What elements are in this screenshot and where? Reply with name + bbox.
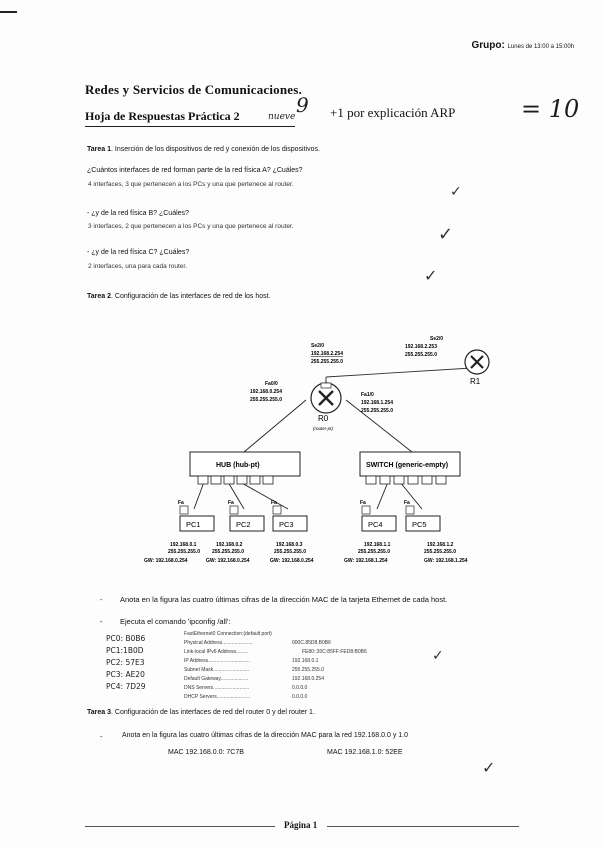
pc-4-ip: 192.168.1.1	[364, 542, 391, 548]
router-mac-net0: MAC 192.168.0.0: 7C7B	[168, 749, 244, 756]
cable-pc4	[377, 482, 388, 509]
task1-title: Tarea 1. Inserción de los dispositivos de red y conexión de los dispositivos.	[87, 146, 320, 153]
router-r1	[465, 350, 489, 374]
ipconfig-value: 255.255.255.0	[292, 667, 324, 673]
check-mark-icon: ✓	[432, 648, 444, 664]
group-header: Grupo: Lunes de 13:00 a 15:00h	[471, 40, 574, 51]
pc-3-mask: 255.255.255.0	[274, 549, 306, 555]
pc-2-ip: 192.168.0.2	[216, 542, 243, 548]
ipconfig-label: Physical Address......................	[184, 640, 253, 646]
task1-answer-b: 3 interfaces, 2 que pertenecen a los PCs y una que pertenece al router.	[88, 223, 294, 230]
pc-5-fa: Fa	[404, 500, 410, 506]
pc-2-fa: Fa	[228, 500, 234, 506]
serial-link	[326, 368, 472, 377]
bullet-dash: -	[100, 595, 103, 604]
r0-fa1-mask: 255.255.255.0	[361, 408, 393, 414]
task3-instruction: Anota en la figura las cuatro últimas cifras de la dirección MAC para la red 192.168.0.0 y 1.0	[122, 732, 408, 739]
ipconfig-label: IP Address..............................	[184, 658, 250, 664]
pc-2-gw: GW: 192.168.0.254	[206, 558, 250, 564]
pc-2-mask: 255.255.255.0	[212, 549, 244, 555]
bullet-ipconfig-instruction: Ejecuta el comando 'ipconfig /all':	[120, 617, 231, 626]
footer-rule-right	[327, 826, 519, 827]
task1-question-b: - ¿y de la red física B? ¿Cuáles?	[87, 210, 189, 217]
ipconfig-value: FE80::20C:85FF:FED8:B0B6	[302, 649, 367, 655]
router-r0-model: (router-pt)	[313, 426, 333, 431]
ipconfig-value: 0.0.0.0	[292, 694, 308, 700]
pc-1-ip: 192.168.0.1	[170, 542, 197, 548]
router-r0-label: R0	[318, 414, 329, 423]
pc-1-label: PC1	[186, 520, 201, 529]
check-mark-icon: ✓	[482, 758, 496, 777]
r0-fa0-mask: 255.255.255.0	[250, 397, 282, 403]
pc-5-label: PC5	[412, 520, 427, 529]
bullet-mac-instruction: Anota en la figura las cuatro últimas cifras de la dirección MAC de la tarjeta Ethernet de cada host.	[120, 595, 448, 604]
mac-pc0: PC0: B0B6	[106, 634, 146, 643]
pc-5-ip: 192.168.1.2	[427, 542, 454, 548]
r0-fa0-ip: 192.168.0.254	[250, 389, 282, 395]
check-mark-icon: ✓	[438, 224, 454, 245]
pc-5-gw: GW: 192.168.1.254	[424, 558, 468, 564]
mac-pc1: PC1:1B0D	[106, 646, 144, 655]
r0-fa0-name: Fa0/0	[265, 381, 278, 387]
pc-4-fa: Fa	[360, 500, 366, 506]
cable-pc1	[194, 482, 204, 509]
check-mark-icon: ✓	[450, 184, 462, 200]
task1-question-c: - ¿y de la red física C? ¿Cuáles?	[87, 249, 190, 256]
answer-sheet-subtitle: Hoja de Respuestas Práctica 2	[85, 109, 240, 123]
ipconfig-label: Link-local IPv6 Address.........	[184, 649, 249, 655]
pc-3-fa: Fa	[271, 500, 277, 506]
router-mac-net1: MAC 192.168.1.0: 52EE	[327, 749, 403, 756]
pc-4-label: PC4	[368, 520, 383, 529]
pc-4-gw: GW: 192.168.1.254	[344, 558, 388, 564]
pc-3-ip: 192.168.0.3	[276, 542, 303, 548]
pc-1-mask: 255.255.255.0	[168, 549, 200, 555]
r0-se-name: Se2/0	[311, 343, 325, 349]
bullet-dash: -	[100, 732, 103, 741]
router-r0	[311, 383, 341, 413]
mac-pc2: PC2: 57E3	[106, 658, 145, 667]
pc-5-mask: 255.255.255.0	[424, 549, 456, 555]
pc-3-label: PC3	[279, 520, 294, 529]
ipconfig-value: 0.0.0.0	[292, 685, 308, 691]
hub-label: HUB (hub-pt)	[216, 462, 260, 469]
bullet-dash: -	[100, 617, 103, 626]
page-number: Página 1	[284, 820, 318, 830]
cable-r0-hub	[244, 400, 306, 452]
ipconfig-label: DNS Servers..........................	[184, 685, 250, 691]
pc-2-label: PC2	[236, 520, 251, 529]
r1-se-name: Se2/0	[430, 336, 444, 342]
r1-se-ip: 192.168.2.253	[405, 344, 437, 350]
r0-se-mask: 255.255.255.0	[311, 359, 343, 365]
ipconfig-label: DHCP Servers........................	[184, 694, 251, 700]
ipconfig-label: Default Gateway....................	[184, 676, 249, 682]
arp-extra-point: +1 por explicación ARP	[330, 105, 456, 120]
pc-1-fa: Fa	[178, 500, 184, 506]
handwritten-final-grade: = 10	[521, 95, 580, 123]
r0-fa1-name: Fa1/0	[361, 392, 374, 398]
r1-se-mask: 255.255.255.0	[405, 352, 437, 358]
handwritten-grade-word: nueve	[268, 112, 296, 122]
router-r1-label: R1	[470, 377, 481, 386]
ipconfig-value: 192.168.0.1	[292, 658, 319, 664]
task1-answer-c: 2 interfaces, una para cada router.	[88, 263, 188, 270]
task2-title: Tarea 2. Configuración de las interfaces de red de los host.	[87, 293, 271, 300]
r0-fa1-ip: 192.168.1.254	[361, 400, 393, 406]
pc-1-gw: GW: 192.168.0.254	[144, 558, 188, 564]
cable-pc3	[240, 482, 288, 509]
task1-answer-a: 4 interfaces, 3 que pertenecen a los PCs y una que pertenece al router.	[88, 181, 294, 188]
r0-se-ip: 192.168.2.254	[311, 351, 343, 357]
page-title: Redes y Servicios de Comunicaciones.	[85, 82, 302, 97]
pc-4-mask: 255.255.255.0	[358, 549, 390, 555]
footer-rule-left	[85, 826, 275, 827]
ipconfig-label: FastEthernet0 Connection:(default port)	[184, 631, 272, 637]
task1-question-a: ¿Cuántos interfaces de red forman parte de la red física A? ¿Cuáles?	[87, 167, 303, 174]
ipconfig-label: Subnet Mask..........................	[184, 667, 250, 673]
task3-title: Tarea 3. Configuración de las interfaces de red del router 0 y del router 1.	[87, 709, 315, 716]
mac-pc3: PC3: AE20	[106, 670, 145, 679]
ipconfig-value: 192.168.0.254	[292, 676, 324, 682]
check-mark-icon: ✓	[424, 266, 438, 285]
handwritten-grade: 9	[296, 93, 309, 117]
pc-3-gw: GW: 192.168.0.254	[270, 558, 314, 564]
mac-pc4: PC4: 7D29	[106, 682, 146, 691]
switch-label: SWITCH (generic-empty)	[366, 462, 449, 469]
ipconfig-value: 000C.85D8.B0B6	[292, 640, 331, 646]
